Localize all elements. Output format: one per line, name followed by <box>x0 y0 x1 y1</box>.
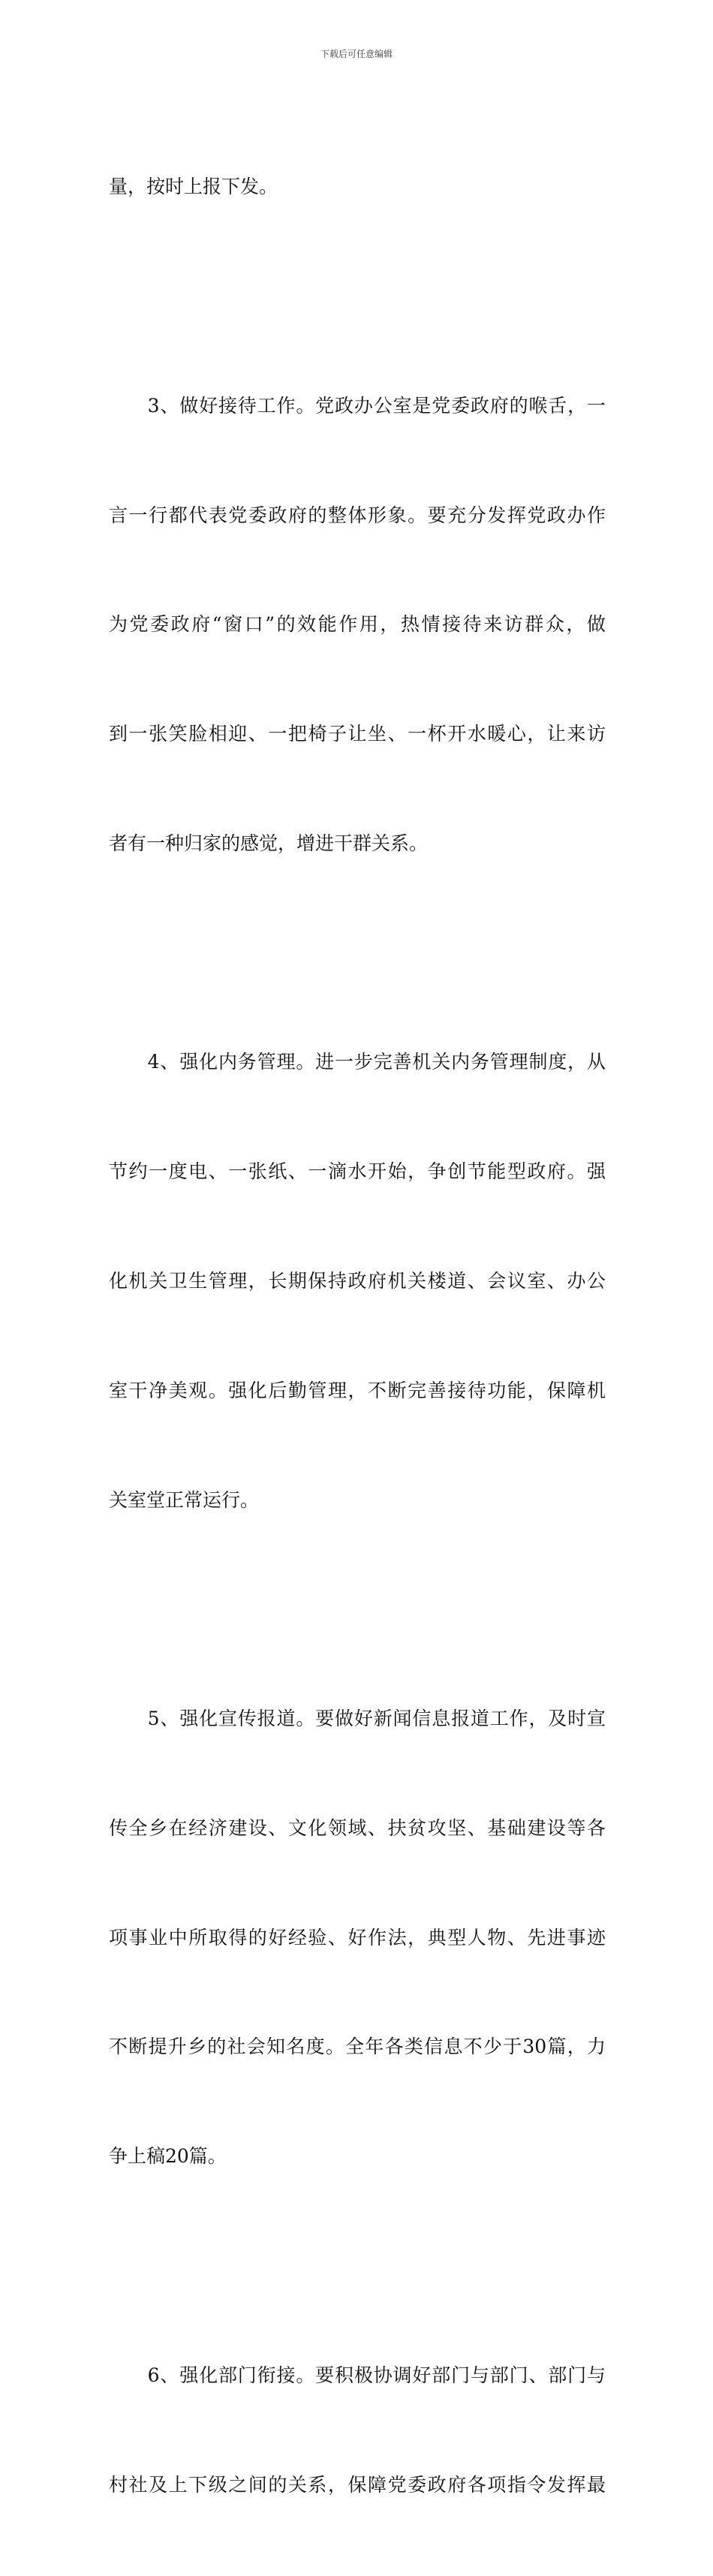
text-line: 6、强化部门衔接。要积极协调好部门与部门、部门与 <box>109 2364 606 2386</box>
text-line: 3、做好接待工作。党政办公室是党委政府的喉舌，一 <box>109 394 606 417</box>
text-line: 5、强化宣传报道。要做好新闻信息报道工作，及时宣 <box>109 1708 606 1730</box>
text-line: 争上稿20篇。 <box>109 2145 227 2168</box>
paragraph-publicity-reporting <box>109 1628 606 2248</box>
text-line: 关室堂正常运行。 <box>109 1488 260 1511</box>
text-line: 者有一种归家的感觉，增进干群关系。 <box>109 832 429 854</box>
text-line: 4、强化内务管理。进一步完善机关内务管理制度，从 <box>109 1051 606 1073</box>
paragraph-department-coordination <box>109 2285 606 2576</box>
text-line: 为党委政府“窗口”的效能作用，热情接待来访群众，做 <box>109 613 606 636</box>
page-header: 下载后可任意编辑 <box>320 49 393 59</box>
document-body <box>109 96 606 2576</box>
text-line: 项事业中所取得的好经验、好作法，典型人物、先进事迹 <box>109 1926 606 1949</box>
text-line: 不断提升乡的社会知名度。全年各类信息不少于30篇，力 <box>109 2036 606 2058</box>
text-line: 到一张笑脸相迎、一把椅子让坐、一杯开水暖心，让来访 <box>109 723 606 745</box>
paragraph-internal-management <box>109 971 606 1591</box>
text-line: 室干净美观。强化后勤管理，不断完善接待功能，保障机 <box>109 1379 606 1401</box>
text-line: 节约一度电、一张纸、一滴水开始，争创节能型政府。强 <box>109 1160 606 1183</box>
text-line: 化机关卫生管理，长期保持政府机关楼道、会议室、办公 <box>109 1270 606 1292</box>
text-line: 村社及上下级之间的关系，保障党委政府各项指令发挥最 <box>109 2473 606 2496</box>
text-line: 言一行都代表党委政府的整体形象。要充分发挥党政办作 <box>109 504 606 526</box>
paragraph-continuation <box>109 96 606 278</box>
paragraph-reception-work <box>109 315 606 935</box>
text-line: 量，按时上报下发。 <box>109 176 278 198</box>
text-line: 传全乡在经济建设、文化领域、扶贫攻坚、基础建设等各 <box>109 1816 606 1839</box>
